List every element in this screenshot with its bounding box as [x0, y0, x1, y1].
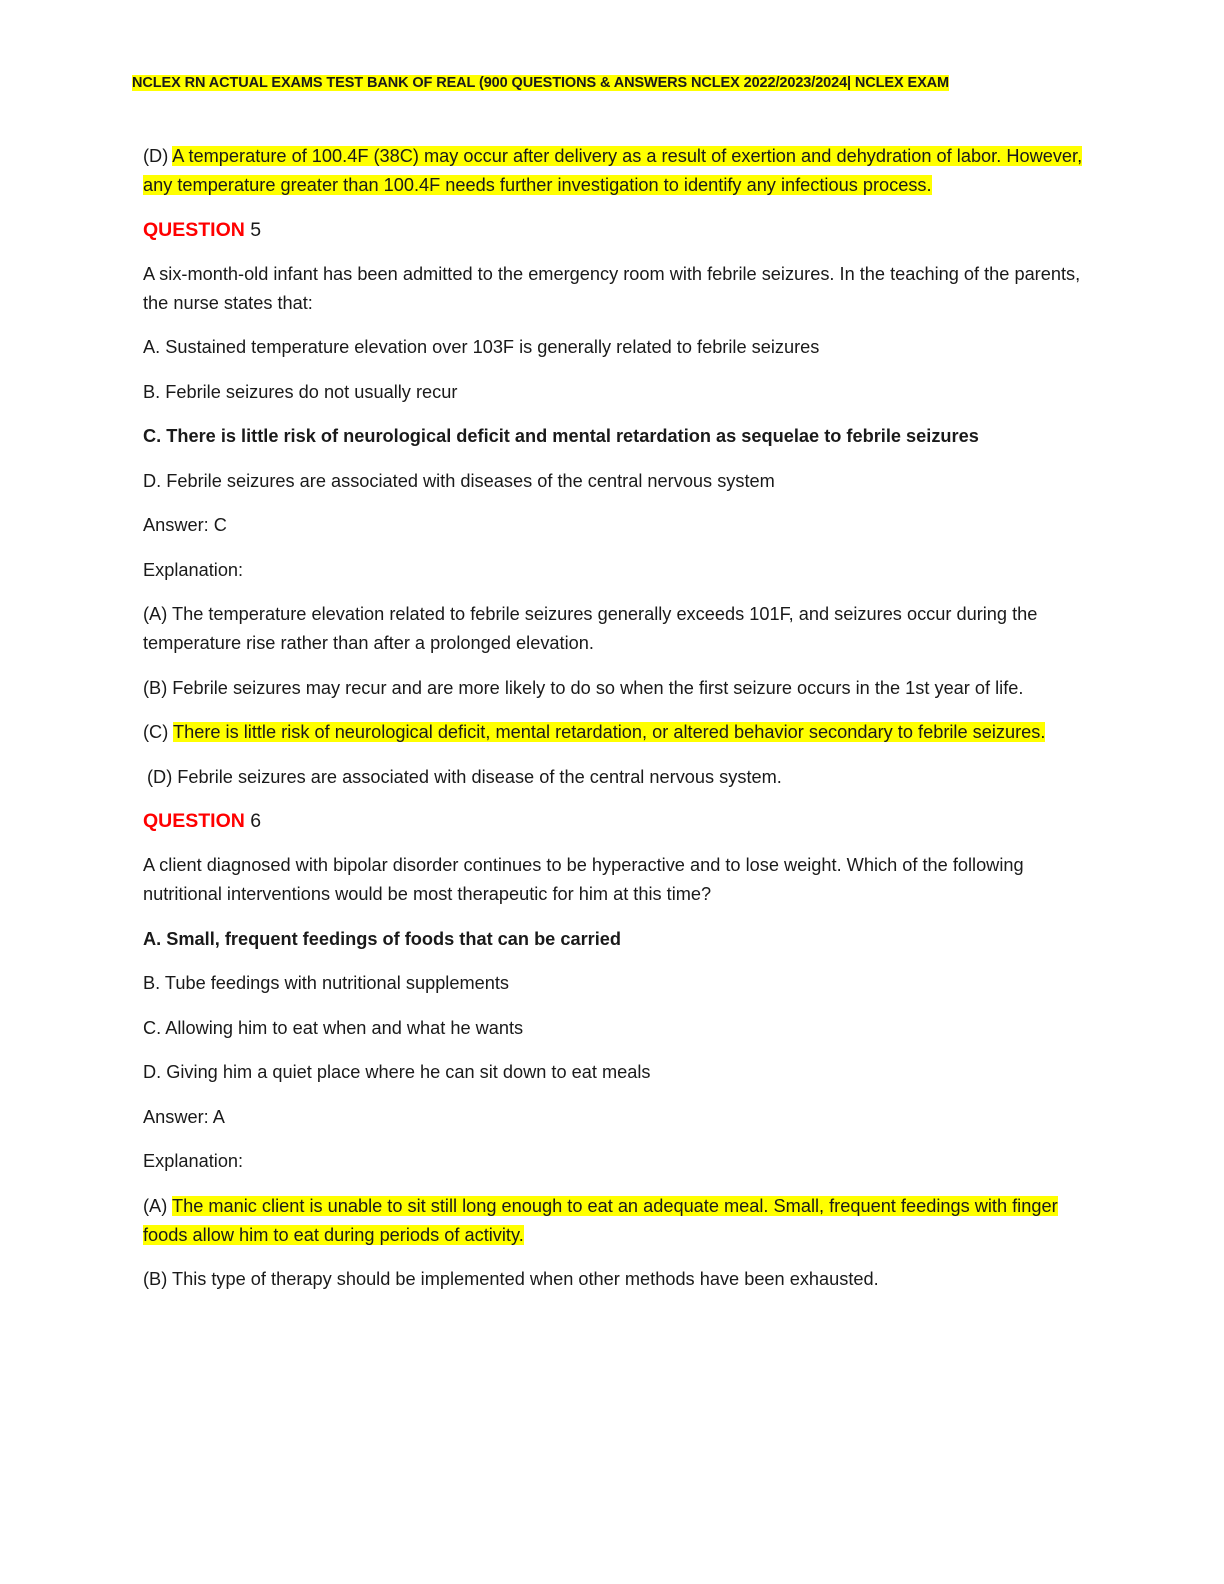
prev-explanation-label: (D): [143, 146, 173, 166]
question-6-number: 6: [244, 810, 262, 832]
question-5-option-b: B. Febrile seizures do not usually recur: [143, 381, 458, 402]
question-5-word: QUESTION: [143, 218, 245, 241]
question-5-number: 5: [244, 218, 262, 241]
question-6-option-a-correct: A. Small, frequent feedings of foods that can be carried: [143, 928, 622, 949]
question-6-option-b: B. Tube feedings with nutritional supplements: [143, 973, 509, 993]
question-5-stem: A six-month-old infant has been admitted to the emergency room with febrile seizures. In the teaching of the parents, the nurse states that:: [143, 263, 1081, 313]
question-5-option-c-correct: C. There is little risk of neurological deficit and mental retardation as sequelae to febrile seizures: [143, 426, 979, 446]
question-6-title: [143, 807, 1083, 836]
question-6-explanation-label: Explanation:: [143, 1151, 244, 1171]
question-6-option-d: D. Giving him a quiet place where he can sit down to eat meals: [143, 1062, 651, 1082]
question-5-explanation-c-label: (C): [143, 722, 173, 742]
question-6-explanation-a-label: (A): [143, 1195, 172, 1216]
header-highlighted-text: NCLEX RN ACTUAL EXAMS TEST BANK OF REAL (900 QUESTIONS & ANSWERS NCLEX 2022/2023/2024| NCLEX EXAM: [132, 75, 949, 91]
question-5-title: [143, 216, 1083, 245]
prev-explanation-d: [143, 142, 1083, 200]
page-header: [132, 73, 949, 93]
question-6-answer: Answer: A: [143, 1106, 225, 1127]
question-5-explanation-c-highlight: There is little risk of neurological deficit, mental retardation, or altered behavior secondary to febrile seizures.: [172, 722, 1046, 742]
prev-explanation-highlight: A temperature of 100.4F (38C) may occur after delivery as a result of exertion and dehydration of labor. However, any temperature greater than 100.4F needs further investigation to identify any infectious process.: [143, 146, 1083, 195]
question-6-explanation-a: [143, 1192, 1083, 1250]
question-6-explanation-b: (B) This type of therapy should be implemented when other methods have been exhausted.: [143, 1269, 879, 1289]
question-5-option-d: D. Febrile seizures are associated with diseases of the central nervous system: [143, 470, 775, 491]
question-6-explanation-a-highlight: The manic client is unable to sit still long enough to eat an adequate meal. Small, frequent feedings with finger foods allow him to eat during periods of activity.: [143, 1195, 1058, 1245]
document-body: [143, 142, 1083, 1310]
question-6-stem: A client diagnosed with bipolar disorder continues to be hyperactive and to lose weight. Which of the following nutritional interventions would be most therapeutic for him at this time?: [143, 855, 1024, 904]
question-5-answer: Answer: C: [143, 515, 227, 535]
question-6-option-c: C. Allowing him to eat when and what he wants: [143, 1017, 524, 1038]
question-6-word: QUESTION: [143, 810, 245, 832]
question-5-explanation-d: (D) Febrile seizures are associated with disease of the central nervous system.: [147, 766, 782, 787]
question-5-explanation-b: (B) Febrile seizures may recur and are more likely to do so when the first seizure occurs in the 1st year of life.: [143, 677, 1024, 698]
question-5-explanation-label: Explanation:: [143, 559, 244, 580]
question-5-explanation-c: [143, 718, 1083, 747]
question-5-explanation-a: (A) The temperature elevation related to febrile seizures generally exceeds 101F, and seizures occur during the temperature rise rather than after a prolonged elevation.: [143, 604, 1038, 653]
question-5-option-a: A. Sustained temperature elevation over 103F is generally related to febrile seizures: [143, 337, 820, 357]
